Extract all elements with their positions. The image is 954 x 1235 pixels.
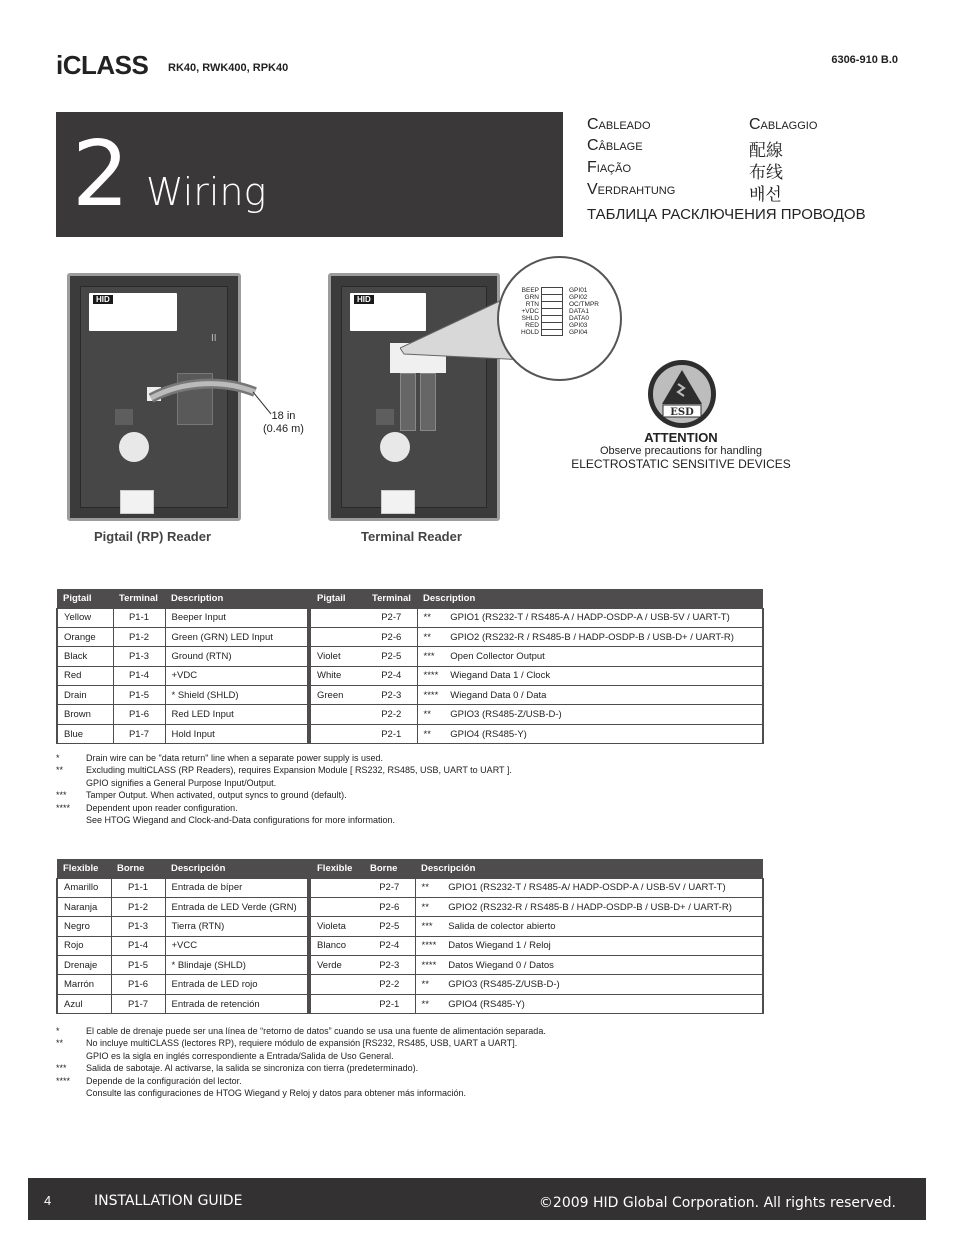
footnote-mark: *: [56, 753, 60, 763]
callout-label: DATA1: [569, 308, 589, 315]
callout-label: OC/TMPR: [569, 301, 599, 308]
table-cell: [311, 627, 366, 646]
esd-badge-text: ESD: [670, 407, 694, 418]
table-cell: Verde: [311, 956, 364, 975]
footnote-mark: [56, 814, 86, 826]
section-number: 2: [72, 122, 130, 227]
cable-length-meters: (0.46 m): [263, 423, 304, 436]
table-cell: Red: [57, 666, 113, 685]
footnote: [56, 789, 512, 801]
table-row: [57, 936, 763, 955]
callout-label: DATA0: [569, 315, 589, 322]
table-header-row: [57, 859, 763, 878]
translation-es: Cableado: [587, 116, 651, 133]
callout-label: +VDC: [521, 308, 539, 315]
footnote: [56, 777, 512, 789]
column-header: Flexible: [311, 859, 364, 878]
table-cell: Violeta: [311, 917, 364, 936]
table-cell: Hold Input: [165, 724, 307, 743]
table-cell: P2-6: [366, 627, 417, 646]
table-cell: P1-4: [111, 936, 165, 955]
table-cell: Entrada de LED Verde (GRN): [165, 897, 307, 916]
table-cell: Blanco: [311, 936, 364, 955]
table-header-row: [57, 589, 763, 608]
footnote-text: Consulte las configuraciones de HTOG Wiegand y Reloj y datos para obtener más información.: [86, 1088, 467, 1099]
brand-logo: iCLASS: [56, 50, 149, 80]
footnote-mark: *: [56, 1026, 60, 1036]
table-cell: [311, 724, 366, 743]
table-cell: P2-3: [366, 686, 417, 705]
footnote: [56, 752, 512, 764]
copyright: ©2009 HID Global Corporation. All rights reserved.: [538, 1195, 896, 1211]
table-cell: P1-7: [113, 724, 165, 743]
table-cell: White: [311, 666, 366, 685]
table-cell: Green (GRN) LED Input: [165, 627, 307, 646]
table-cell: P1-5: [113, 686, 165, 705]
callout-left-labels: [511, 287, 539, 336]
table-row: [57, 686, 763, 705]
footnote: [56, 1075, 546, 1087]
table-cell: [311, 878, 364, 897]
callout-label: BEEP: [521, 287, 539, 294]
table-cell: Salida de colector abierto: [442, 917, 763, 936]
table-cell: **: [415, 975, 442, 994]
footnote-mark: ****: [56, 1075, 71, 1086]
table-cell: Open Collector Output: [444, 647, 763, 666]
table-cell: Entrada de retención: [165, 994, 307, 1013]
column-header: Pigtail: [311, 589, 366, 608]
table-cell: GPIO1 (RS232-T / RS485-A / HADP-OSDP-A / USB-5V / UART-T): [444, 608, 763, 627]
footnote-text: Salida de sabotaje. Al activarse, la salida se sincroniza con tierra (predeterminado).: [86, 1063, 419, 1074]
column-header: Description: [165, 589, 307, 608]
table-cell: ****: [415, 936, 442, 955]
footnote: [56, 1037, 546, 1049]
column-header: Descripción: [415, 859, 763, 878]
guide-title: INSTALLATION GUIDE: [94, 1193, 243, 1209]
terminal-block-p1: [400, 373, 416, 431]
table-cell: * Shield (SHLD): [165, 686, 307, 705]
esd-sub: Observe precautions for handling: [599, 445, 763, 457]
table-cell: GPIO4 (RS485-Y): [442, 994, 763, 1013]
table-cell: [311, 975, 364, 994]
bottom-label: [120, 490, 154, 514]
table-cell: P2-4: [366, 666, 417, 685]
footnote-text: GPIO signifies a General Purpose Input/Output.: [86, 777, 277, 788]
table-cell: GPIO1 (RS232-T / RS485-A/ HADP-OSDP-A / USB-5V / UART-T): [442, 878, 763, 897]
footnote-mark: [56, 1050, 86, 1062]
footnote-mark: [56, 1087, 86, 1099]
translation-zh-cn: 布线: [749, 163, 783, 182]
mount-hole: [119, 432, 149, 462]
table-cell: Black: [57, 647, 113, 666]
hid-logo: HID: [354, 295, 374, 304]
table-cell: Datos Wiegand 0 / Datos: [442, 956, 763, 975]
footnote: [56, 1050, 546, 1062]
table-cell: P1-1: [111, 878, 165, 897]
table-cell: P2-2: [366, 705, 417, 724]
table-row: [57, 627, 763, 646]
table-cell: Wiegand Data 0 / Data: [444, 686, 763, 705]
table-row: [57, 705, 763, 724]
document-number: 6306-910 B.0: [831, 54, 898, 66]
callout-label: GPI04: [569, 329, 588, 336]
column-header: Terminal: [113, 589, 165, 608]
table-cell: P1-5: [111, 956, 165, 975]
callout-label: GPI02: [569, 294, 588, 301]
table-cell: Datos Wiegand 1 / Reloj: [442, 936, 763, 955]
footnote-mark: ****: [56, 802, 71, 813]
table-cell: P1-1: [113, 608, 165, 627]
table-cell: **: [417, 724, 444, 743]
terminal-block-p2: [420, 373, 436, 431]
table-row: [57, 647, 763, 666]
table-cell: Blue: [57, 724, 113, 743]
table-cell: Marrón: [57, 975, 111, 994]
section-title-box: [56, 112, 563, 237]
column-header: Description: [417, 589, 763, 608]
table-cell: ***: [417, 647, 444, 666]
table-cell: GPIO3 (RS485-Z/USB-D-): [442, 975, 763, 994]
table-cell: GPIO2 (RS232-R / RS485-B / HADP-OSDP-B / USB-D+ / UART-R): [442, 897, 763, 916]
column-header: Pigtail: [57, 589, 113, 608]
footnote: [56, 1087, 546, 1099]
table-cell: Red LED Input: [165, 705, 307, 724]
table-row: [57, 878, 763, 897]
footnote-text: No incluye multiCLASS (lectores RP), requiere módulo de expansión [RS232, RS485, USB, UART a UART].: [86, 1038, 518, 1049]
column-header: Descripción: [165, 859, 307, 878]
table-cell: Drain: [57, 686, 113, 705]
footnote: [56, 814, 512, 826]
table-cell: P1-6: [113, 705, 165, 724]
callout-label: SHLD: [521, 315, 539, 322]
table-row: [57, 917, 763, 936]
footnote-text: See HTOG Wiegand and Clock-and-Data configurations for more information.: [86, 815, 395, 826]
page-number: 4: [44, 1193, 52, 1208]
table-cell: Drenaje: [57, 956, 111, 975]
translation-de: Verdrahtung: [587, 181, 676, 198]
table-cell: Wiegand Data 1 / Clock: [444, 666, 763, 685]
table-cell: Entrada de bíper: [165, 878, 307, 897]
table-row: [57, 724, 763, 743]
footnote-text: Excluding multiCLASS (RP Readers), requires Expansion Module [ RS232, RS485, USB, UART to UART ].: [86, 765, 512, 776]
table-cell: Beeper Input: [165, 608, 307, 627]
esd-warning-icon: [648, 360, 716, 428]
translation-ko: 배선: [749, 185, 782, 204]
table-row: [57, 666, 763, 685]
table-cell: Tierra (RTN): [165, 917, 307, 936]
table-cell: +VDC: [165, 666, 307, 685]
footnotes-english: [56, 752, 512, 826]
table-cell: Negro: [57, 917, 111, 936]
column-header: Flexible: [57, 859, 111, 878]
table-cell: Orange: [57, 627, 113, 646]
reader-label-sticker: [89, 293, 177, 331]
table-cell: P2-1: [364, 994, 415, 1013]
table-cell: Amarillo: [57, 878, 111, 897]
section-title: Wiring: [146, 170, 267, 214]
tamper-pad: [115, 409, 133, 425]
column-header: Borne: [111, 859, 165, 878]
model-list: RK40, RWK400, RPK40: [168, 62, 289, 74]
callout-label: HOLD: [520, 329, 539, 336]
table-cell: GPIO4 (RS485-Y): [444, 724, 763, 743]
footnote-text: El cable de drenaje puede ser una línea de “retorno de datos” cuando se usa una fuente de alimentación separada.: [86, 1026, 546, 1036]
pigtail-reader-caption: Pigtail (RP) Reader: [94, 529, 212, 544]
footnote-mark: **: [56, 1038, 64, 1049]
page-footer: [28, 1178, 926, 1220]
callout-terminal-pins: [541, 287, 563, 336]
table-cell: Brown: [57, 705, 113, 724]
callout-label: GRN: [524, 294, 539, 301]
mount-hole: [380, 432, 410, 462]
table-cell: **: [415, 897, 442, 916]
esd-main: ELECTROSTATIC SENSITIVE DEVICES: [571, 457, 791, 471]
footnotes-spanish: [56, 1025, 546, 1099]
footnote-mark: **: [56, 765, 64, 776]
table-cell: Naranja: [57, 897, 111, 916]
cable-length-inches: 18 in: [271, 410, 296, 422]
table-cell: Entrada de LED rojo: [165, 975, 307, 994]
wiring-table-english: [56, 589, 764, 744]
table-row: [57, 608, 763, 627]
table-cell: [311, 994, 364, 1013]
table-row: [57, 975, 763, 994]
table-row: [57, 994, 763, 1013]
table-cell: [311, 608, 366, 627]
translation-pt: Fiação: [587, 159, 632, 176]
callout-label: RTN: [525, 301, 539, 308]
table-cell: ****: [415, 956, 442, 975]
table-cell: * Blindaje (SHLD): [165, 956, 307, 975]
terminal-reader-caption: Terminal Reader: [361, 529, 462, 544]
table-cell: P1-7: [111, 994, 165, 1013]
wiring-table-spanish: [56, 859, 764, 1014]
table-cell: P2-5: [366, 647, 417, 666]
bottom-label: [381, 490, 415, 514]
footnote-text: Dependent upon reader configuration.: [86, 802, 238, 813]
footnote-mark: [56, 777, 86, 789]
table-row: [57, 956, 763, 975]
column-header: Terminal: [366, 589, 417, 608]
table-cell: Ground (RTN): [165, 647, 307, 666]
footnote-mark: ***: [56, 790, 67, 801]
footnote-text: Tamper Output. When activated, output syncs to ground (default).: [86, 790, 347, 801]
table-cell: P1-3: [111, 917, 165, 936]
table-cell: **: [417, 627, 444, 646]
terminal-zoom-callout: [497, 256, 622, 381]
esd-notice: [568, 430, 794, 471]
table-cell: GPIO2 (RS232-R / RS485-B / HADP-OSDP-B / USB-D+ / UART-R): [444, 627, 763, 646]
footnote-text: Depende de la configuración del lector.: [86, 1075, 242, 1086]
table-cell: P2-4: [364, 936, 415, 955]
callout-right-labels: [569, 287, 619, 336]
table-cell: **: [417, 608, 444, 627]
table-cell: P1-4: [113, 666, 165, 685]
cable-length-note: [263, 410, 304, 436]
table-cell: P2-1: [366, 724, 417, 743]
table-cell: **: [415, 994, 442, 1013]
table-cell: P2-7: [366, 608, 417, 627]
led-marker: II: [211, 333, 217, 344]
table-cell: P2-6: [364, 897, 415, 916]
footnote-text: Drain wire can be "data return" line when a separate power supply is used.: [86, 753, 384, 763]
table-cell: [311, 897, 364, 916]
table-cell: ****: [417, 686, 444, 705]
footnote: [56, 1025, 546, 1037]
table-cell: P1-2: [113, 627, 165, 646]
esd-attention: ATTENTION: [644, 430, 718, 445]
footnote: [56, 802, 512, 814]
table-cell: ***: [415, 917, 442, 936]
table-cell: Green: [311, 686, 366, 705]
table-cell: P2-3: [364, 956, 415, 975]
callout-label: RED: [525, 322, 539, 329]
callout-label: GPI01: [569, 287, 588, 294]
table-cell: P1-2: [111, 897, 165, 916]
callout-label: GPI03: [569, 322, 588, 329]
translation-fr: Câblage: [587, 137, 643, 154]
translation-it: Cablaggio: [749, 116, 818, 133]
table-cell: **: [415, 878, 442, 897]
table-row: [57, 897, 763, 916]
footnote: [56, 1062, 546, 1074]
column-header: Borne: [364, 859, 415, 878]
table-cell: Yellow: [57, 608, 113, 627]
table-cell: Rojo: [57, 936, 111, 955]
table-cell: **: [417, 705, 444, 724]
table-cell: GPIO3 (RS485-Z/USB-D-): [444, 705, 763, 724]
footnote-mark: ***: [56, 1063, 67, 1074]
table-cell: P2-5: [364, 917, 415, 936]
table-cell: P2-7: [364, 878, 415, 897]
table-cell: Violet: [311, 647, 366, 666]
pigtail-cable-arrow: [145, 376, 275, 426]
table-cell: P1-3: [113, 647, 165, 666]
footnote: [56, 764, 512, 776]
table-cell: [311, 705, 366, 724]
translation-ru: ТАБЛИЦА РАСКЛЮЧЕНИЯ ПРОВОДОВ: [587, 206, 866, 223]
table-cell: +VCC: [165, 936, 307, 955]
translation-zh-tw: 配線: [749, 141, 783, 160]
table-cell: ****: [417, 666, 444, 685]
table-cell: P2-2: [364, 975, 415, 994]
table-cell: P1-6: [111, 975, 165, 994]
tamper-pad: [376, 409, 394, 425]
footnote-text: GPIO es la sigla en inglés correspondiente a Entrada/Salida de Uso General.: [86, 1050, 394, 1061]
hid-logo: HID: [93, 295, 113, 304]
table-cell: Azul: [57, 994, 111, 1013]
